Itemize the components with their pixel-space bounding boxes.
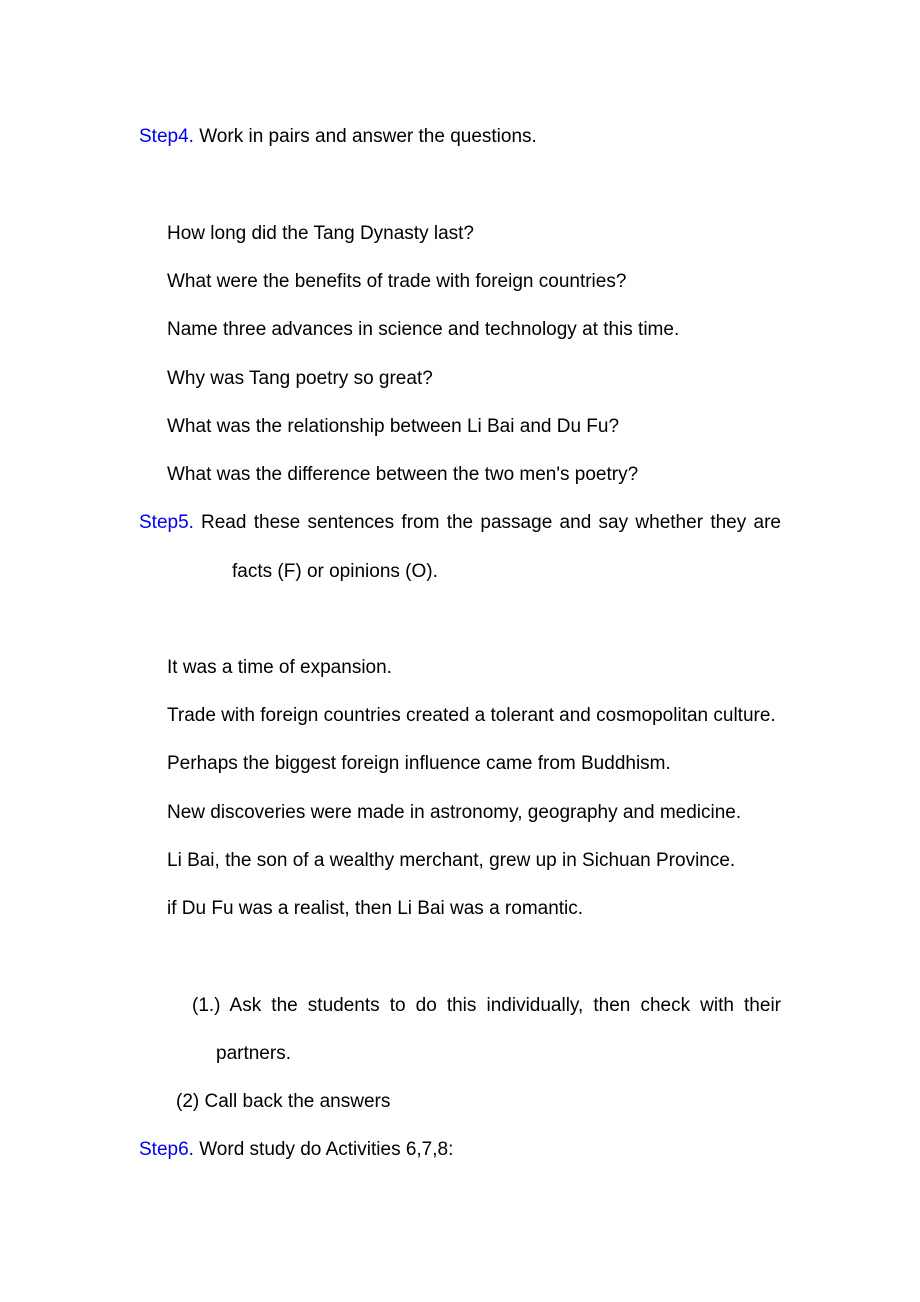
step5-instruction-1-line1: (1.) Ask the students to do this individually, then check with their (192, 995, 781, 1016)
step5-sentence-2: Trade with foreign countries created a tolerant and cosmopolitan culture. (167, 705, 776, 726)
step5-label: Step5. (139, 512, 194, 533)
step6-text: Word study do Activities 6,7,8: (193, 1139, 454, 1160)
step4-question-6: What was the difference between the two men's poetry? (167, 464, 639, 485)
step5-text-line1: Read these sentences from the passage and say whether they are (201, 512, 781, 533)
step5-sentence-5: Li Bai, the son of a wealthy merchant, grew up in Sichuan Province. (167, 850, 736, 871)
step5-instruction-1-line2: partners. (216, 1043, 291, 1064)
step4-question-1: How long did the Tang Dynasty last? (167, 223, 474, 244)
step5-sentence-4: New discoveries were made in astronomy, geography and medicine. (167, 802, 742, 823)
step4-question-2: What were the benefits of trade with foreign countries? (167, 271, 627, 292)
step5-label-line (139, 511, 194, 535)
step5-instruction-2: (2) Call back the answers (176, 1091, 391, 1112)
step5-text-line2: facts (F) or opinions (O). (232, 561, 438, 582)
step4-question-4: Why was Tang poetry so great? (167, 368, 433, 389)
step5-sentence-6: if Du Fu was a realist, then Li Bai was a romantic. (167, 898, 584, 919)
step6-label: Step6. (139, 1139, 194, 1160)
step4-question-5: What was the relationship between Li Bai and Du Fu? (167, 416, 620, 437)
step4-heading (139, 125, 537, 149)
step5-sentence-1: It was a time of expansion. (167, 657, 392, 678)
step5-sentence-3: Perhaps the biggest foreign influence came from Buddhism. (167, 753, 671, 774)
step4-question-3: Name three advances in science and technology at this time. (167, 319, 680, 340)
step6-heading (139, 1138, 453, 1162)
step4-label: Step4. (139, 126, 194, 147)
step4-text: Work in pairs and answer the questions. (193, 126, 537, 147)
